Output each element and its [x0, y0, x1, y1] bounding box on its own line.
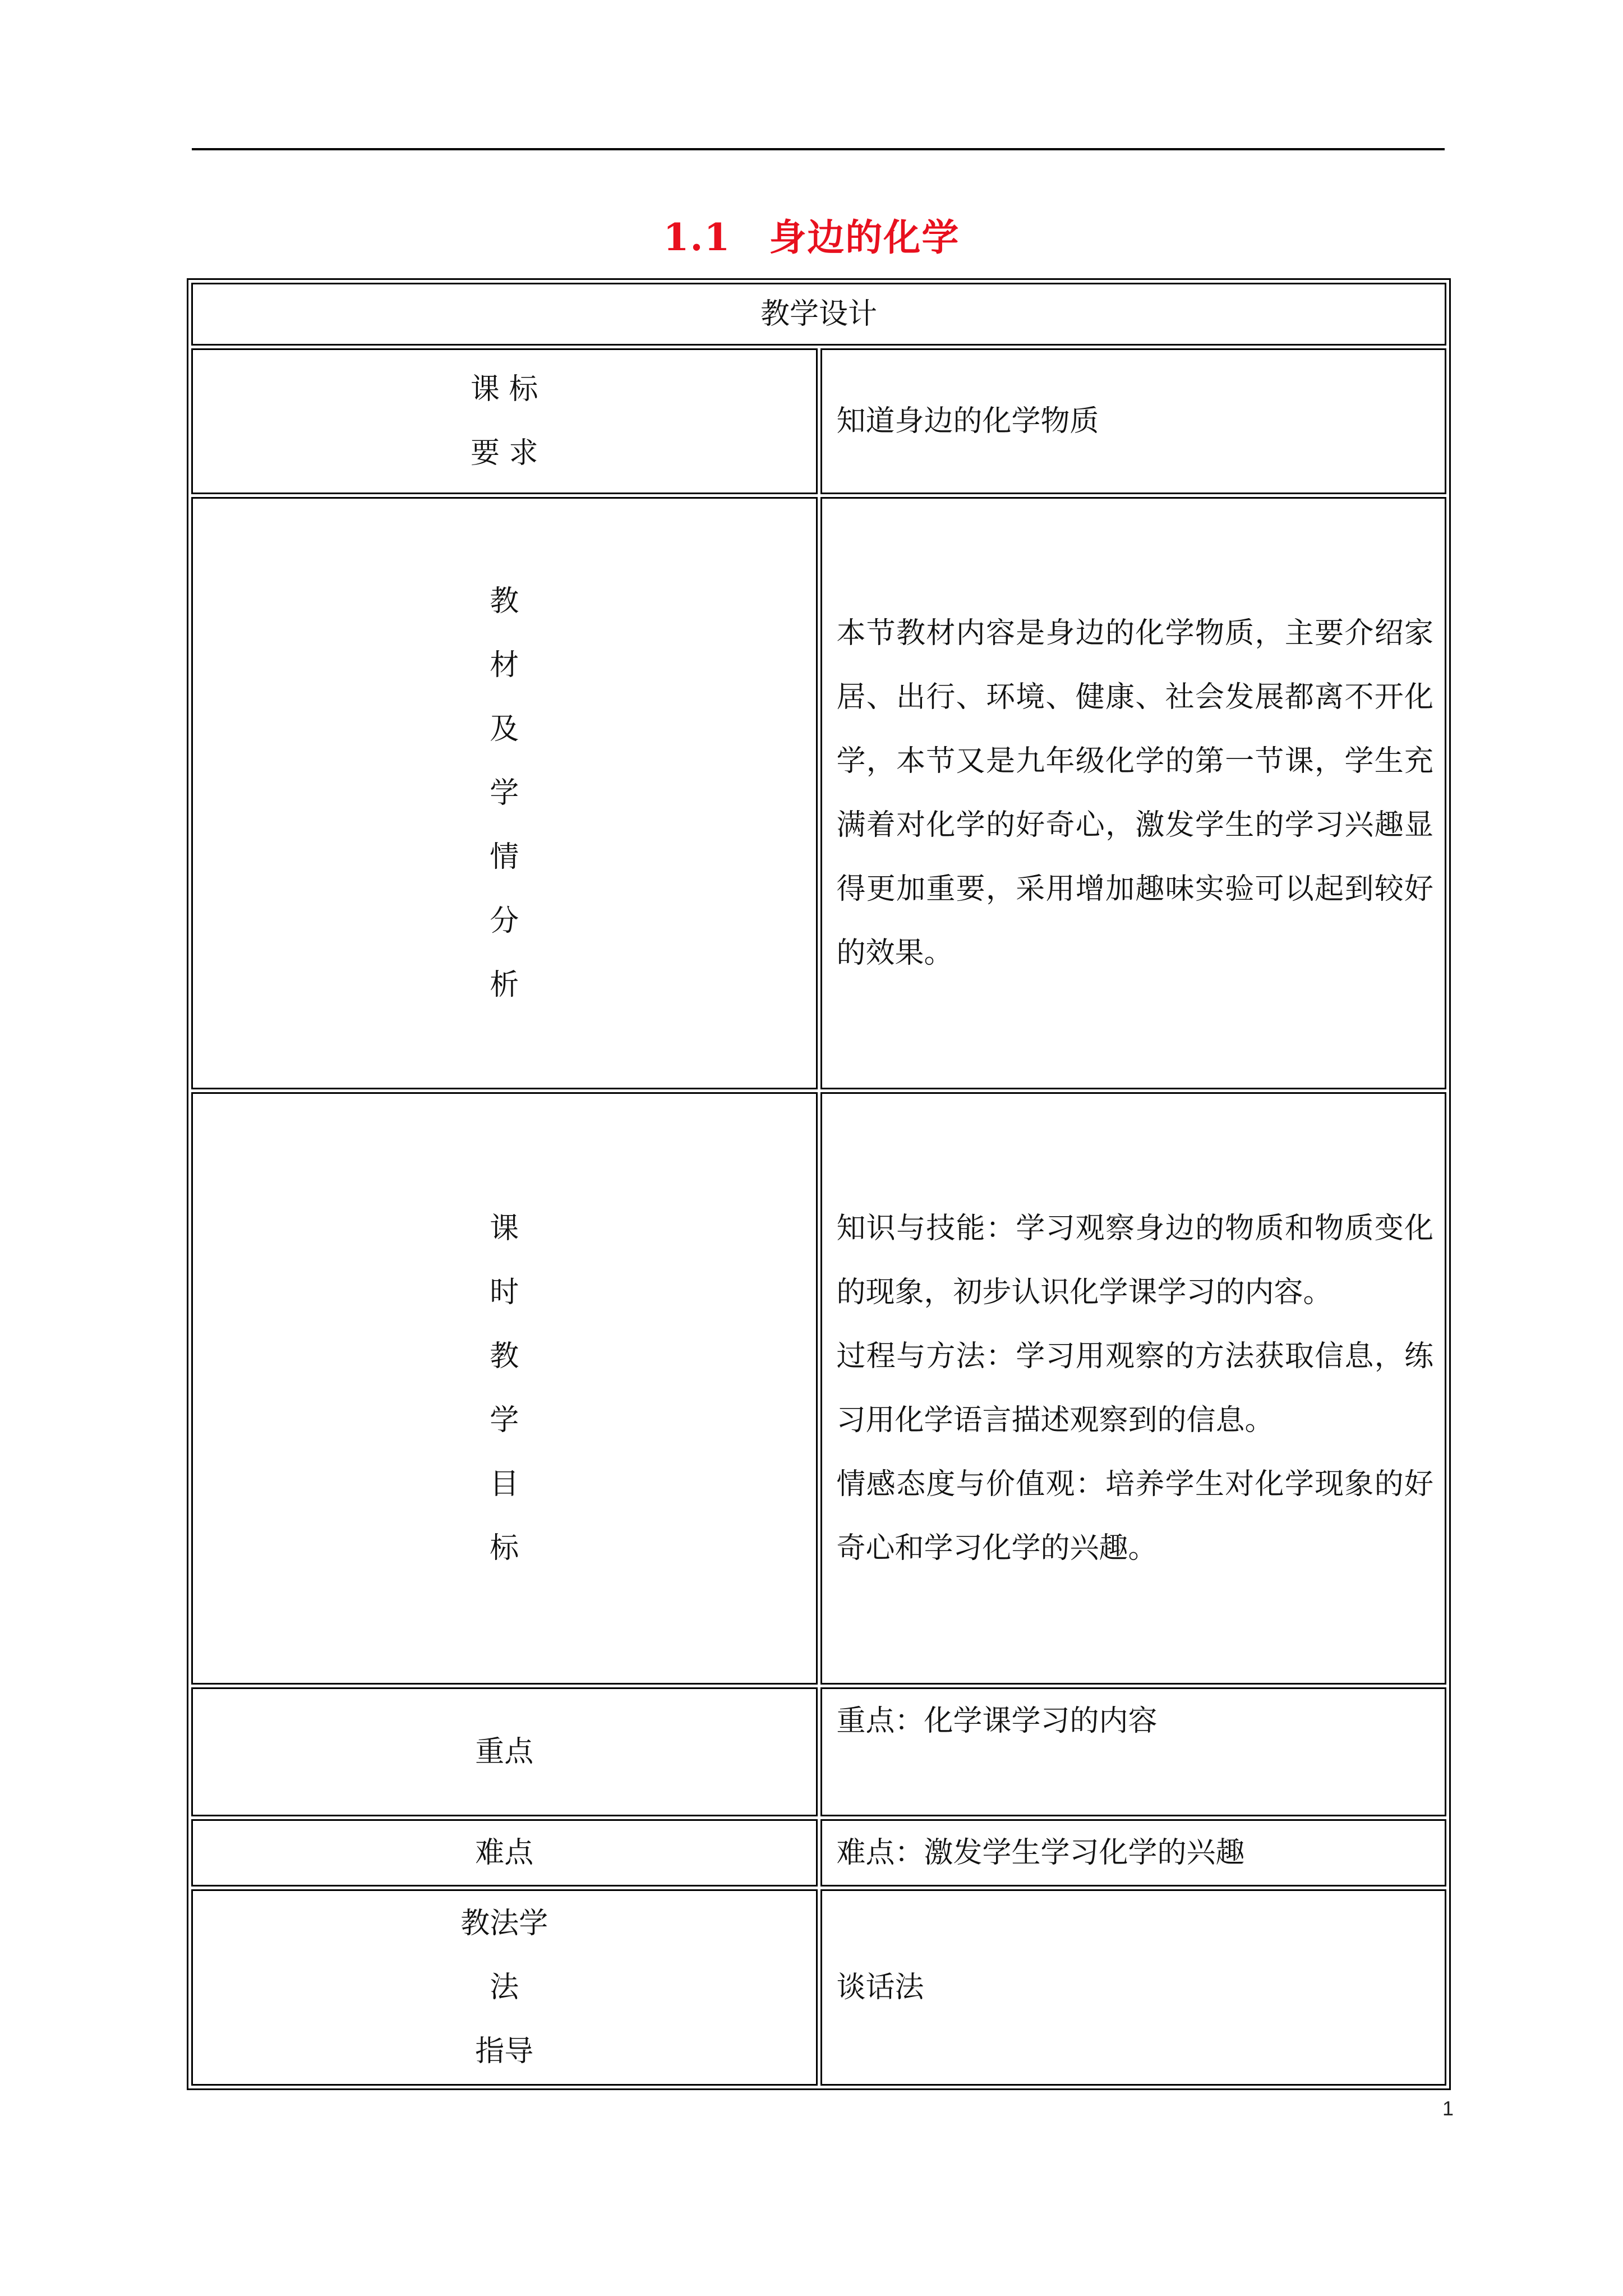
row-label-line: 重点	[475, 1735, 534, 1769]
content-paragraph: 情感态度与价值观：培养学生对化学现象的好奇心和学习化学的兴趣。	[836, 1467, 1433, 1565]
row-label-line: 课	[490, 1212, 519, 1245]
teaching-design-table	[187, 278, 1451, 2090]
row-content	[820, 348, 1447, 494]
row-label-line: 要 求	[470, 436, 538, 470]
row-content	[820, 1092, 1447, 1685]
content-paragraph: 重点：化学课学习的内容	[836, 1704, 1158, 1738]
row-content	[820, 1889, 1447, 2086]
content-paragraph: 本节教材内容是身边的化学物质，主要介绍家居、出行、环境、健康、社会发展都离不开化学，本节又是九年级化学的第一节课，学生充满着对化学的好奇心，激发学生的学习兴趣显得更加重要，采用增加趣味实验可以起到较好的效果。	[836, 616, 1433, 970]
page-number: 1	[1442, 2097, 1454, 2120]
row-label-line: 学	[490, 776, 519, 810]
row-label-line: 情	[490, 840, 519, 874]
row-label	[191, 348, 818, 494]
row-content	[820, 1687, 1447, 1816]
table-header-cell: 教学设计	[191, 283, 1446, 346]
table-row-material-analysis	[191, 497, 1446, 1089]
row-content	[820, 497, 1447, 1089]
row-label	[191, 1092, 818, 1685]
row-label-line: 分	[490, 904, 519, 938]
row-label-line: 学	[490, 1404, 519, 1437]
table-row-key-point	[191, 1687, 1446, 1816]
row-label-line: 课 标	[470, 372, 538, 406]
table-header-row	[191, 283, 1446, 346]
header-rule	[192, 148, 1445, 150]
row-label-line: 教	[490, 585, 519, 618]
row-label-line: 教	[490, 1340, 519, 1373]
row-label-line: 标	[490, 1531, 519, 1565]
row-label	[191, 497, 818, 1089]
row-label-line: 目	[490, 1467, 519, 1501]
row-label	[191, 1687, 818, 1816]
row-label-line: 析	[490, 968, 519, 1002]
row-content	[820, 1819, 1447, 1887]
content-paragraph: 知识与技能：学习观察身边的物质和物质变化的现象，初步认识化学课学习的内容。	[836, 1212, 1433, 1309]
row-label-line: 材	[490, 648, 519, 682]
row-label-line: 教法学	[460, 1907, 548, 1940]
row-label-line: 时	[490, 1276, 519, 1309]
table-row-teaching-method	[191, 1889, 1446, 2086]
content-paragraph: 过程与方法：学习用观察的方法获取信息，练习用化学语言描述观察到的信息。	[836, 1340, 1433, 1437]
table-row-curriculum-standard	[191, 348, 1446, 494]
row-label-line: 指导	[475, 2035, 534, 2068]
content-paragraph: 知道身边的化学物质	[836, 404, 1099, 438]
row-label-line: 法	[490, 1971, 519, 2004]
table-row-lesson-objectives	[191, 1092, 1446, 1685]
row-label	[191, 1889, 818, 2086]
row-label-line: 难点	[475, 1836, 534, 1870]
row-label	[191, 1819, 818, 1887]
content-paragraph: 难点：激发学生学习化学的兴趣	[836, 1836, 1245, 1870]
table-row-difficulty	[191, 1819, 1446, 1887]
content-paragraph: 谈话法	[836, 1971, 924, 2004]
page-title: 1.1 身边的化学	[663, 215, 960, 259]
row-label-line: 及	[490, 712, 519, 746]
